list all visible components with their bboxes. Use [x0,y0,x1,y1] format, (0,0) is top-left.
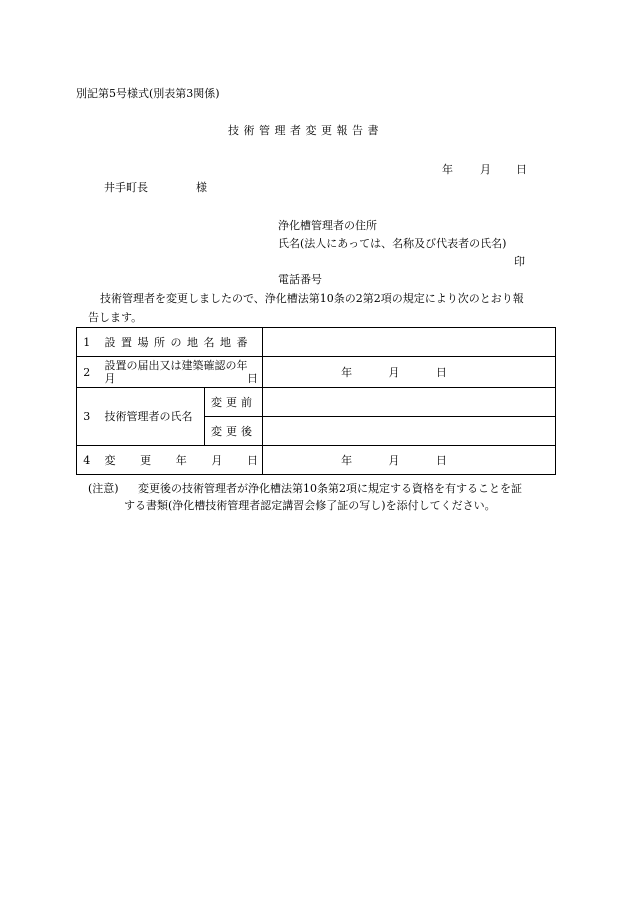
row1-number: 1 [77,328,97,357]
row3-number: 3 [77,388,97,446]
table-row-notification-date [77,357,556,388]
body-text-line2: 告します。 [88,311,143,324]
before-change-label: 変更前 [205,388,263,417]
report-table [76,327,556,475]
reporter-address-label: 浄化槽管理者の住所 [278,219,377,232]
row2-year: 年 [341,365,353,379]
note-label: (注意) [88,482,119,495]
after-change-label: 変更後 [205,417,263,446]
row1-label: 設置場所の地名地番 [97,328,263,357]
notification-date-field[interactable] [263,357,556,388]
reporter-name-label: 氏名(法人にあっては、名称及び代表者の氏名) [278,237,507,250]
change-date-field[interactable] [263,446,556,475]
addressee-name: 井手町長 [104,181,148,194]
table-row-site-location [77,328,556,357]
reporter-phone-label: 電話番号 [278,273,322,286]
row2-label-month: 月 [104,372,116,385]
body-text-line1: 技術管理者を変更しましたので、浄化槽法第10条の2第2項の規定により次のとおり報 [100,292,524,305]
row2-label-line1: 設置の届出又は建築確認の年 [104,359,248,372]
row4-label-part-3: 年 [175,453,187,467]
row2-label-day: 日 [247,372,258,385]
date-year-label: 年 [442,163,453,176]
seal-mark: 印 [514,255,525,268]
note-line1: 変更後の技術管理者が浄化槽法第10条第2項に規定する資格を有することを証 [138,482,522,495]
row4-day: 日 [435,453,447,467]
table-row-manager-before [77,388,556,417]
table-row-change-date [77,446,556,475]
row2-number: 2 [77,357,97,388]
site-location-field[interactable] [263,328,556,357]
row2-label [97,357,263,388]
document-title: 技術管理者変更報告書 [228,124,383,137]
form-number: 別記第5号様式(別表第3関係) [76,87,220,100]
row4-year: 年 [341,453,353,467]
row4-label-part-5: 日 [247,453,258,467]
row3-label: 技術管理者の氏名 [97,388,205,446]
date-day-label: 日 [516,163,527,176]
row4-label-part-4: 月 [211,453,223,467]
date-month-label: 月 [480,163,491,176]
row4-month: 月 [388,453,400,467]
manager-after-field[interactable] [263,417,556,446]
row4-label-part-1: 変 [104,453,116,467]
manager-before-field[interactable] [263,388,556,417]
row4-number: 4 [77,446,97,475]
addressee-honorific: 様 [196,181,207,194]
note-line2: する書類(浄化槽技術管理者認定講習会修了証の写し)を添付してください。 [124,499,496,512]
row2-month: 月 [388,365,400,379]
row4-label [97,446,263,475]
row2-day: 日 [435,365,447,379]
row4-label-part-2: 更 [140,453,152,467]
